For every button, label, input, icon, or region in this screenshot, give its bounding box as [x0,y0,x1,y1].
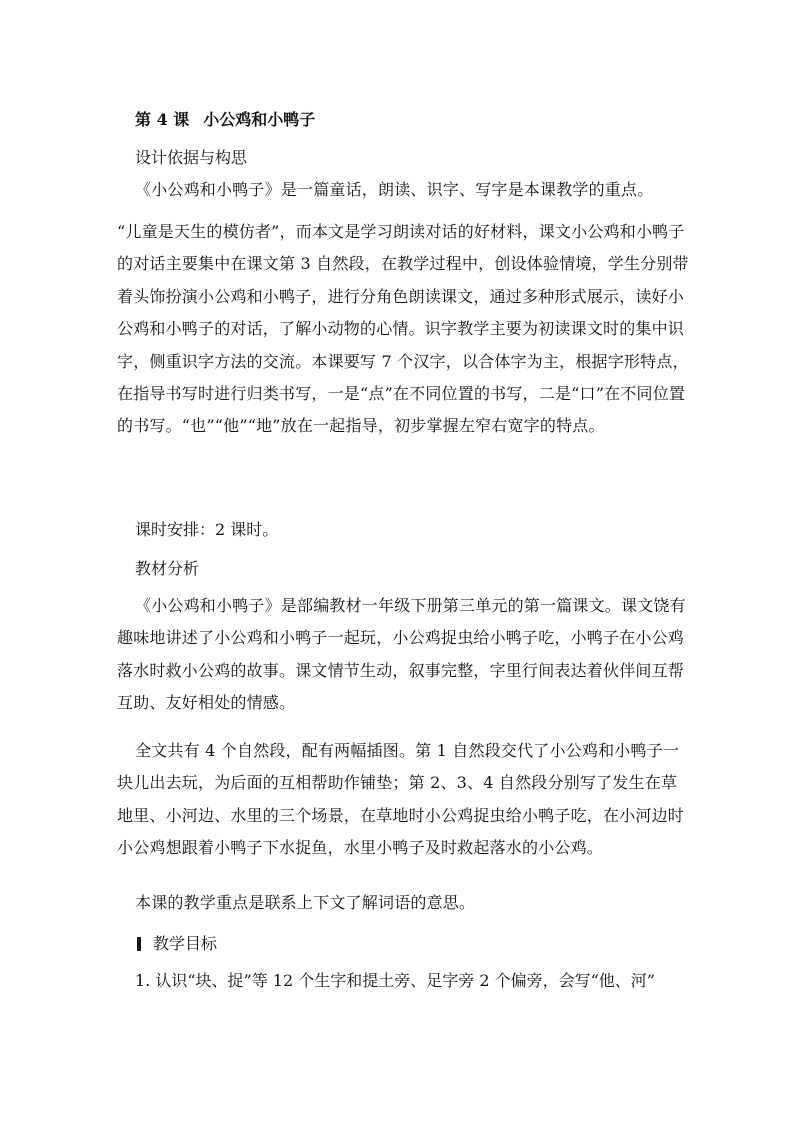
objectives-heading-text: 教学目标 [153,934,218,953]
analysis-paragraph-1: 《小公鸡和小鸭子》是部编教材一年级下册第三单元的第一篇课文。课文饶有趣味地讲述了小公鸡和小鸭子一起玩，小公鸡捉虫给小鸭子吃，小鸭子在小公鸡落水时救小公鸡的故事。课文情节生动，叙事完整，字里行间表达着伙伴间互帮互助、友好相处的情感。 [117,596,686,713]
objectives-heading [137,932,217,956]
analysis-paragraph-2: 全文共有 4 个自然段，配有两幅插图。第 1 自然段交代了小公鸡和小鸭子一块儿出去玩，为后面的互相帮助作铺垫；第 2、3、4 自然段分别写了发生在草地里、小河边、水里的三个场景，在草地时小公鸡捉虫给小鸭子吃，在小河边时小公鸡想跟着小鸭子下水捉鱼，水里小鸭子及时救起落水的小公鸡。 [117,741,685,858]
design-paragraph-2: “儿童是天生的模仿者”，而本文是学习朗读对话的好材料，课文小公鸡和小鸭子的对话主要集中在课文第 3 自然段，在教学过程中，创设体验情境，学生分别带着头饰扮演小公鸡和小鸭子，进行分角色朗读课文，通过多种形式展示，读好小公鸡和小鸭子的对话，了解小动物的心情。识字教学主要为初读课文时的集中识字，侧重识字方法的交流。本课要写 7 个汉字，以合体字为主，根据字形特点，在指导书写时进行归类书写，一是“点”在不同位置的书写，二是“口”在不同位置的书写。“也”“他”“地”放在一起指导，初步掌握左窄右宽字的特点。 [117,222,689,436]
lesson-number: 第 4 课 [135,110,190,129]
objective-item-1: 1. 认识“块、捉”等 12 个生字和提土旁、足字旁 2 个偏旁，会写“他、河” [135,971,655,990]
design-heading: 设计依据与构思 [135,148,248,167]
analysis-paragraph-3: 本课的教学重点是联系上下文了解词语的意思。 [135,893,476,912]
analysis-heading: 教材分析 [135,559,200,578]
lesson-title [135,108,315,132]
design-paragraph-1: 《小公鸡和小鸭子》是一篇童话，朗读、识字、写字是本课教学的重点。 [135,180,654,199]
schedule-line: 课时安排：2 课时。 [135,520,279,539]
bullet-marker-icon [137,937,141,951]
lesson-name: 小公鸡和小鸭子 [203,110,316,129]
